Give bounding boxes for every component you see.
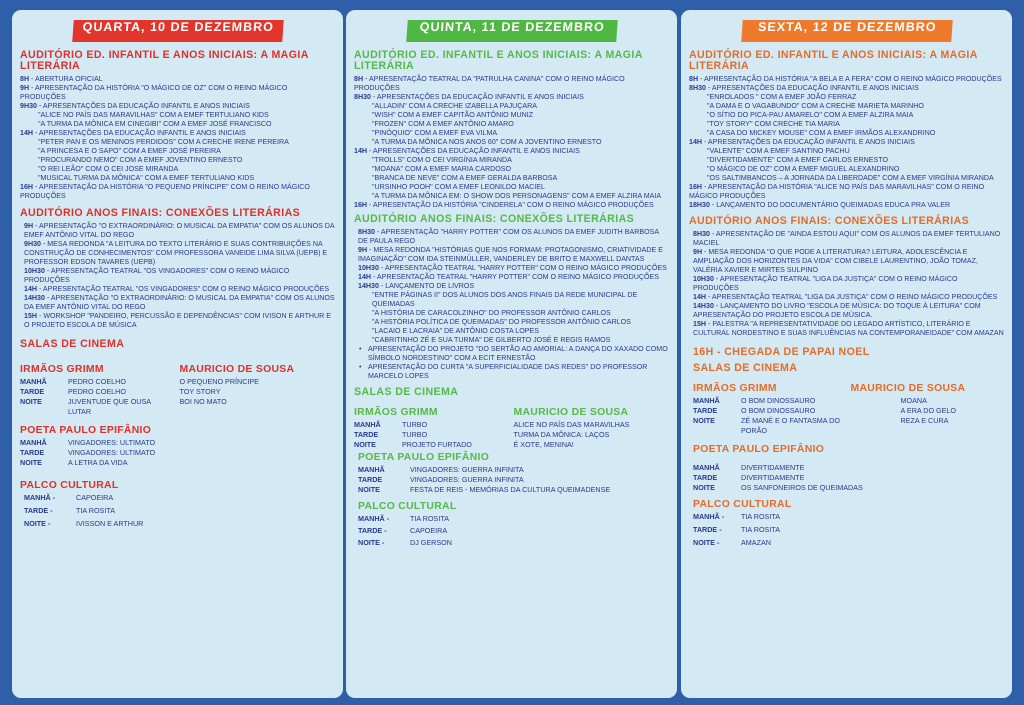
session-title: ZÉ MANÉ E O FANTASMA DO PORÃO bbox=[741, 416, 840, 435]
schedule-item bbox=[354, 246, 669, 264]
schedule-subitem: "A CASA DO MICKEY MOUSE" COM A EMEF IRMÃOS ALEXANDRINO bbox=[707, 129, 936, 137]
section-title: SALAS DE CINEMA bbox=[693, 362, 798, 374]
schedule-desc: - APRESENTAÇÃO DA HISTÓRIA "ALICE NO PAÍS DAS MARAVILHAS" COM O REINO MÁGICO PRODUÇÕES bbox=[689, 183, 985, 200]
schedule-time: 16H bbox=[20, 183, 34, 191]
schedule-item bbox=[354, 93, 669, 102]
cinema-room-title: MAURICIO DE SOUSA bbox=[850, 383, 966, 394]
session-title: TOY STORY bbox=[179, 387, 221, 396]
period-label: NOITE - bbox=[24, 519, 51, 528]
period-label: MANHÃ bbox=[693, 396, 720, 405]
schedule-desc: - APRESENTAÇÕES DA EDUCAÇÃO INFANTIL E ANOS INICIAIS bbox=[36, 102, 250, 110]
cinema-room-title: IRMÃOS GRIMM bbox=[20, 364, 104, 375]
stage-title: PALCO CULTURAL bbox=[358, 501, 457, 512]
schedule-subitem: "PINÓQUIO" COM A EMEF EVA VILMA bbox=[372, 129, 498, 137]
schedule-item bbox=[20, 240, 335, 267]
schedule-time: 8H bbox=[689, 75, 699, 83]
schedule-desc: - APRESENTAÇÃO DA HISTÓRIA "CINDERELA" COM O REINO MÁGICO PRODUÇÕES bbox=[367, 201, 654, 209]
schedule-desc: - APRESENTAÇÕES DA EDUCAÇÃO INFANTIL E ANOS INICIAIS bbox=[705, 84, 919, 92]
schedule-item bbox=[689, 75, 1004, 84]
period-label: TARDE - bbox=[693, 525, 722, 534]
schedule-desc: - MESA REDONDA "A LEITURA DO TEXTO LITERÁRIO E SUAS CONTRIBUIÇÕES NA CONSTRUÇÃO DE CONHECIMENTOS" COM PROFESSORA VANEIDE LIMA SILVA (UEPB) E PROFESSOR EDSON TAVARES (UEPB) bbox=[24, 240, 328, 266]
schedule-time: 14H bbox=[358, 273, 372, 281]
period-label: TARDE - bbox=[24, 506, 53, 515]
session-title: VINGADORES: ULTIMATO bbox=[68, 448, 156, 457]
schedule-time: 8H30 bbox=[358, 228, 375, 236]
session-title: REZA E CURA bbox=[900, 416, 949, 425]
schedule-subitem: "ENROLADOS " COM A EMEF JOÃO FERRAZ bbox=[707, 93, 857, 101]
session-title: ALICE NO PAÍS DAS MARAVILHAS bbox=[513, 420, 630, 429]
period-label: NOITE - bbox=[693, 538, 720, 547]
cinema-room-title: IRMÃOS GRIMM bbox=[693, 383, 777, 394]
session-title: A ERA DO GELO bbox=[900, 406, 957, 415]
schedule-subitem: "ENTRE PÁGINAS II" DOS ALUNOS DOS ANOS FINAIS DA REDE MUNICIPAL DE QUEIMADAS bbox=[372, 291, 638, 308]
schedule-desc: - APRESENTAÇÃO TEATRAL DA "PATRULHA CANINA" COM O REINO MÁGICO PRODUÇÕES bbox=[354, 75, 625, 92]
schedule-item bbox=[689, 230, 1004, 248]
session-title: TIA ROSITA bbox=[410, 514, 450, 523]
schedule-desc: - APRESENTAÇÃO DA HISTÓRIA "A BELA E A FERA" COM O REINO MÁGICO PRODUÇÕES bbox=[698, 75, 1002, 83]
session-title: VINGADORES: ULTIMATO bbox=[68, 438, 156, 447]
schedule-item bbox=[20, 267, 335, 285]
schedule-desc: - APRESENTAÇÃO DE "AINDA ESTOU AQUI" COM OS ALUNOS DA EMEF TERTULIANO MACIEL bbox=[693, 230, 1001, 247]
period-label: MANHÃ bbox=[354, 420, 381, 429]
schedule-subitem: "MUSICAL TURMA DA MÔNICA" COM A EMEF TERTULIANO KIDS bbox=[38, 174, 255, 182]
schedule-time: 8H30 bbox=[689, 84, 706, 92]
schedule-subitem: "PROCURANDO NEMO" COM A EMEF JOVENTINO ERNESTO bbox=[38, 156, 243, 164]
schedule-subitem: "VALENTE" COM A EMEF SANTINO PACHU bbox=[707, 147, 850, 155]
schedule-subitem: • APRESENTAÇÃO DO CURTA "A SUPERFICIALIDADE DAS REDES" DO PROFESSOR MARCELO LOPES bbox=[354, 363, 669, 381]
session-title: DIVERTIDAMENTE bbox=[741, 473, 805, 482]
schedule-item bbox=[20, 183, 335, 201]
schedule-time: 14H bbox=[354, 147, 368, 155]
cinema-room-title: POETA PAULO EPIFÂNIO bbox=[20, 425, 152, 436]
schedule-time: 10H30 bbox=[693, 275, 714, 283]
schedule-time: 14H30 bbox=[693, 302, 714, 310]
period-label: MANHÃ bbox=[20, 377, 47, 386]
schedule-time: 15H bbox=[693, 320, 707, 328]
period-label: NOITE bbox=[354, 440, 376, 449]
schedule-subitem: "O SÍTIO DO PICA-PAU AMARELO" COM A EMEF ALZIRA MAIA bbox=[707, 111, 914, 119]
schedule-subitem: "O REI LEÃO" COM O CEI JOSE MIRANDA bbox=[38, 165, 179, 173]
schedule-time: 18H30 bbox=[689, 201, 710, 209]
schedule-subitem: "A DAMA E O VAGABUNDO" COM A CRECHE MARIETA MARINHO bbox=[707, 102, 924, 110]
session-title: MOANA bbox=[900, 396, 927, 405]
schedule-time: 14H bbox=[24, 285, 38, 293]
session-title: VINGADORES: GUERRA INFINITA bbox=[410, 475, 524, 484]
period-label: MANHÃ - bbox=[358, 514, 390, 523]
cinema-room-title: IRMÃOS GRIMM bbox=[354, 407, 438, 418]
section-title: AUDITÓRIO ANOS FINAIS: CONEXÕES LITERÁRIAS bbox=[354, 213, 635, 225]
session-title: A LETRA DA VIDA bbox=[68, 458, 128, 467]
schedule-time: 14H bbox=[693, 293, 707, 301]
schedule-time: 15H bbox=[24, 312, 38, 320]
schedule-item bbox=[354, 228, 669, 246]
cinema-room-title: POETA PAULO EPIFÂNIO bbox=[693, 444, 825, 455]
schedule-desc: - APRESENTAÇÕES DA EDUCAÇÃO INFANTIL E ANOS INICIAIS bbox=[370, 93, 584, 101]
schedule-item bbox=[689, 138, 1004, 147]
section-title: AUDITÓRIO ED. INFANTIL E ANOS INICIAIS: A MAGIA LITERÁRIA bbox=[354, 49, 643, 72]
schedule-desc: - APRESENTAÇÃO TEATRAL "HARRY POTTER" COM O REINO MÁGICO PRODUÇÕES bbox=[378, 264, 667, 272]
schedule-time: 14H30 bbox=[358, 282, 379, 290]
session-title: JUVENTUDE QUE OUSA LUTAR bbox=[68, 397, 151, 416]
session-title: TIA ROSITA bbox=[76, 506, 116, 515]
schedule-item bbox=[20, 285, 335, 294]
schedule-time: 9H30 bbox=[24, 240, 41, 248]
period-label: MANHÃ bbox=[20, 438, 47, 447]
schedule-item bbox=[354, 201, 669, 210]
period-label: TARDE - bbox=[358, 526, 387, 535]
schedule-item bbox=[689, 293, 1004, 302]
schedule-subitem: "A TURMA DA MÔNICA NOS ANOS 60" COM A JOVENTINO ERNESTO bbox=[372, 138, 602, 146]
schedule-time: 14H bbox=[689, 138, 703, 146]
schedule-subitem: "A HISTÓRIA DE CARACOLZINHO" DO PROFESSOR ANTÔNIO CARLOS bbox=[372, 309, 611, 317]
period-label: MANHÃ bbox=[358, 465, 385, 474]
period-label: TARDE bbox=[354, 430, 379, 439]
day-header: QUINTA, 11 DE DEZEMBRO bbox=[406, 20, 618, 42]
day-header: SEXTA, 12 DE DEZEMBRO bbox=[741, 20, 953, 42]
schedule-item bbox=[354, 273, 669, 282]
schedule-time: 14H bbox=[20, 129, 34, 137]
session-title: BOI NO MATO bbox=[179, 397, 227, 406]
schedule-desc: - WORKSHOP "PANDEIRO, PERCUSSÃO E DEPENDÊNCIAS" COM IVISON E ARTHUR E O PROJETO ESCOLA DE MÚSICA bbox=[24, 312, 331, 329]
schedule-time: 8H bbox=[20, 75, 30, 83]
period-label: TARDE bbox=[693, 406, 718, 415]
schedule-desc: - APRESENTAÇÃO DA HISTÓRIA "O PEQUENO PRÍNCIPE" COM O REINO MÁGICO PRODUÇÕES bbox=[20, 183, 310, 200]
schedule-time: 9H bbox=[24, 222, 34, 230]
santa-arrival: 16H - CHEGADA DE PAPAI NOEL bbox=[693, 346, 870, 358]
session-title: AMAZAN bbox=[741, 538, 771, 547]
schedule-desc: - APRESENTAÇÃO TEATRAL "OS VINGADORES" COM O REINO MÁGICO PRODUÇÕES bbox=[24, 267, 290, 284]
schedule-desc: - ABERTURA OFICIAL bbox=[29, 75, 103, 83]
schedule-subitem: "FROZEN" COM A EMEF ANTÔNIO AMARO bbox=[372, 120, 514, 128]
schedule-time: 16H bbox=[689, 183, 703, 191]
schedule-subitem: "URSINHO POOH" COM A EMEF LEONILDO MACIEL bbox=[372, 183, 545, 191]
session-title: TURBO bbox=[402, 430, 428, 439]
session-title: TIA ROSITA bbox=[741, 512, 781, 521]
schedule-desc: - MESA REDONDA "HISTÓRIAS QUE NOS FORMAM: PROTAGONISMO, CRIATIVIDADE E IMAGINAÇÃO" COM IDA STEINMÜLLER, VANDERLEY DE BRITO E MAXWELL DANTAS bbox=[358, 246, 663, 263]
session-title: VINGADORES: GUERRA INFINITA bbox=[410, 465, 524, 474]
schedule-desc: - APRESENTAÇÃO "O EXTRAORDINÁRIO: O MUSICAL DA EMPATIA" COM OS ALUNOS DA EMEF ANTÔNIO VITAL DO REGO bbox=[24, 222, 335, 239]
schedule-subitem: "WISH" COM A EMEF CAPITÃO ANTÔNIO MUNIZ bbox=[372, 111, 534, 119]
session-title: O PEQUENO PRÍNCIPE bbox=[179, 377, 259, 386]
session-title: CAPOEIRA bbox=[410, 526, 448, 535]
schedule-subitem: "ALICE NO PAÍS DAS MARAVILHAS" COM A EMEF TERTULIANO KIDS bbox=[38, 111, 269, 119]
schedule-item bbox=[354, 147, 669, 156]
period-label: TARDE bbox=[20, 448, 45, 457]
period-label: NOITE bbox=[693, 483, 715, 492]
schedule-subitem: "A PRINCESA E O SAPO" COM A EMEF JOSÉ PEREIRA bbox=[38, 147, 221, 155]
schedule-desc: - APRESENTAÇÃO "O EXTRAORDINÁRIO: O MUSICAL DA EMPATIA" COM OS ALUNOS DA EMEF ANTÔNIO VITAL DO REGO bbox=[24, 294, 335, 311]
day-panel-thursday bbox=[346, 10, 677, 698]
period-label: MANHÃ bbox=[693, 463, 720, 472]
schedule-time: 8H30 bbox=[354, 93, 371, 101]
period-label: TARDE bbox=[358, 475, 383, 484]
schedule-time: 9H bbox=[693, 248, 703, 256]
session-title: DIVERTIDAMENTE bbox=[741, 463, 805, 472]
session-title: O BOM DINOSSAURO bbox=[741, 396, 816, 405]
session-title: TURBO bbox=[402, 420, 428, 429]
stage-title: PALCO CULTURAL bbox=[20, 480, 119, 491]
schedule-item bbox=[689, 201, 1004, 210]
session-title: PEDRO COELHO bbox=[68, 377, 126, 386]
schedule-subitem: "TOY STORY" COM CRECHE TIA MARIA bbox=[707, 120, 840, 128]
schedule-desc: - APRESENTAÇÃO DA HISTÓRIA "O MÁGICO DE OZ" COM O REINO MÁGICO PRODUÇÕES bbox=[20, 84, 288, 101]
section-title: AUDITÓRIO ANOS FINAIS: CONEXÕES LITERÁRIAS bbox=[20, 207, 301, 219]
schedule-subitem: "TROLLS" COM O CEI VIRGÍNIA MIRANDA bbox=[372, 156, 512, 164]
session-title: FESTA DE REIS - MEMÓRIAS DA CULTURA QUEIMADENSE bbox=[410, 485, 611, 494]
schedule-subitem: "A TURMA DA MÔNICA EM CINEGIBI" COM A EMEF JOSÉ FRANCISCO bbox=[38, 120, 272, 128]
session-title: DJ GERSON bbox=[410, 538, 452, 547]
schedule-item bbox=[689, 84, 1004, 93]
schedule-time: 8H30 bbox=[693, 230, 710, 238]
schedule-desc: - APRESENTAÇÕES DA EDUCAÇÃO INFANTIL E ANOS INICIAIS bbox=[367, 147, 580, 155]
cinema-room-title: POETA PAULO EPIFÂNIO bbox=[358, 452, 490, 463]
session-title: TIA ROSITA bbox=[741, 525, 781, 534]
cinema-room-title: MAURICIO DE SOUSA bbox=[513, 407, 629, 418]
schedule-desc: - LANÇAMENTO DO DOCUMENTÁRIO QUEIMADAS EDUCA PRA VALER bbox=[709, 201, 951, 209]
day-panel-wednesday bbox=[12, 10, 343, 698]
schedule-item bbox=[20, 84, 335, 102]
schedule-subitem: "A TURMA DA MÔNICA EM: O SHOW DOS PERSONAGENS" COM A EMEF ALZIRA MAIA bbox=[372, 192, 662, 200]
schedule-desc: - APRESENTAÇÃO TEATRAL "LIGA DA JUSTIÇA" COM O REINO MÁGICO PRODUÇÕES bbox=[693, 275, 958, 292]
schedule-item bbox=[354, 282, 669, 291]
period-label: NOITE bbox=[20, 397, 42, 406]
period-label: NOITE bbox=[693, 416, 715, 425]
schedule-time: 10H30 bbox=[358, 264, 379, 272]
section-title: AUDITÓRIO ED. INFANTIL E ANOS INICIAIS: A MAGIA LITERÁRIA bbox=[689, 49, 978, 72]
section-title: SALAS DE CINEMA bbox=[354, 386, 459, 398]
schedule-desc: - APRESENTAÇÃO TEATRAL "OS VINGADORES" COM O REINO MÁGICO PRODUÇÕES bbox=[37, 285, 330, 293]
section-title: AUDITÓRIO ANOS FINAIS: CONEXÕES LITERÁRIAS bbox=[689, 215, 970, 227]
schedule-subitem: "ALLADIN" COM A CRECHE IZABELLA PAJUÇARA bbox=[372, 102, 537, 110]
schedule-item bbox=[20, 312, 335, 330]
schedule-subitem: "A HISTÓRIA POLÍTICA DE QUEIMADAS" DO PROFESSOR ANTÔNIO CARLOS bbox=[372, 318, 631, 326]
schedule-item bbox=[354, 75, 669, 93]
section-title: AUDITÓRIO ED. INFANTIL E ANOS INICIAIS: A MAGIA LITERÁRIA bbox=[20, 49, 309, 72]
schedule-item bbox=[689, 183, 1004, 201]
schedule-subitem: "CABRITINHO ZÉ E SUA TURMA" DE GILBERTO JOSÉ E REGIS RAMOS bbox=[372, 336, 611, 344]
schedule-item bbox=[20, 294, 335, 312]
schedule-subitem: • APRESENTAÇÃO DO PROJETO "DO SERTÃO AO AMORIAL: A DANÇA DO XAXADO COMO SÍMBOLO NORDESTINO" COM A ECIT ERNESTÃO bbox=[354, 345, 669, 363]
schedule-subitem: "LACAIO E LACRAIA" DE ANTÔNIO COSTA LOPES bbox=[372, 327, 539, 335]
schedule-item bbox=[20, 129, 335, 138]
schedule-time: 8H bbox=[354, 75, 364, 83]
session-title: PEDRO COELHO bbox=[68, 387, 126, 396]
schedule-time: 9H bbox=[358, 246, 368, 254]
session-title: É XOTE, MENINA! bbox=[513, 440, 574, 449]
session-title: PROJETO FURTADO bbox=[402, 440, 472, 449]
schedule-subitem: "PETER PAN E OS MENINOS PERDIDOS" COM A CRECHE IRENE PEREIRA bbox=[38, 138, 289, 146]
schedule-item bbox=[20, 102, 335, 111]
schedule-desc: - MESA REDONDA "O QUE PODE A LITERATURA? LEITURA, ADOLESCÊNCIA E AMPLIAÇÃO DOS HORIZONTES DA VIDA" COM CIBELE LAURENTINO, JOÃO TOMAZ, VALÉRIA XAVIER E MIRTES SULPINO bbox=[693, 248, 978, 274]
schedule-time: 9H bbox=[20, 84, 30, 92]
period-label: NOITE bbox=[358, 485, 380, 494]
schedule-item bbox=[689, 275, 1004, 293]
schedule-desc: - APRESENTAÇÕES DA EDUCAÇÃO INFANTIL E ANOS INICIAIS bbox=[702, 138, 915, 146]
period-label: TARDE bbox=[20, 387, 45, 396]
session-title: TURMA DA MÔNICA: LAÇOS bbox=[513, 430, 610, 439]
schedule-desc: - LANÇAMENTO DE LIVROS bbox=[378, 282, 475, 290]
stage-title: PALCO CULTURAL bbox=[693, 499, 792, 510]
schedule-desc: - APRESENTAÇÃO "HARRY POTTER" COM OS ALUNOS DA EMEF JUDITH BARBOSA DE PAULA REGO bbox=[358, 228, 659, 245]
session-title: IVISSON E ARTHUR bbox=[76, 519, 144, 528]
schedule-time: 16H bbox=[354, 201, 368, 209]
session-title: O BOM DINOSSAURO bbox=[741, 406, 816, 415]
schedule-item bbox=[689, 302, 1004, 320]
day-panel-friday bbox=[681, 10, 1012, 698]
period-label: NOITE - bbox=[358, 538, 385, 547]
schedule-time: 10H30 bbox=[24, 267, 45, 275]
schedule-item bbox=[689, 248, 1004, 275]
schedule-item bbox=[20, 75, 335, 84]
schedule-subitem: "BRANCA DE NEVE" COM A EMEF GERALDA BARBOSA bbox=[372, 174, 558, 182]
schedule-subitem: "OS SALTIMBANCOS – A JORNADA DA LIBERDADE" COM A EMEF VIRGÍNIA MIRANDA bbox=[707, 174, 994, 182]
period-label: TARDE bbox=[693, 473, 718, 482]
section-title: SALAS DE CINEMA bbox=[20, 338, 125, 350]
schedule-desc: - PALESTRA "A REPRESENTATIVIDADE DO LEGADO ARTÍSTICO, LITERÁRIO E CULTURAL NORDESTINO E SUAS INFLUÊNCIAS NA CONTEMPORANEIDADE" COM AMAZAN bbox=[693, 320, 1004, 337]
schedule-time: 14H30 bbox=[24, 294, 45, 302]
schedule-item bbox=[20, 222, 335, 240]
schedule-desc: - APRESENTAÇÕES DA EDUCAÇÃO INFANTIL E ANOS INICIAIS bbox=[33, 129, 246, 137]
schedule-desc: - APRESENTAÇÃO TEATRAL "HARRY POTTER" COM O REINO MÁGICO PRODUÇÕES bbox=[371, 273, 659, 281]
schedule-desc: - APRESENTAÇÃO TEATRAL "LIGA DA JUSTIÇA" COM O REINO MÁGICO PRODUÇÕES bbox=[706, 293, 998, 301]
schedule-subitem: "DIVERTIDAMENTE" COM A EMEF CARLOS ERNESTO bbox=[707, 156, 888, 164]
session-title: OS SANFONEIROS DE QUEIMADAS bbox=[741, 483, 863, 492]
schedule-subitem: "MOANA" COM A EMEF MARIA CARDOSO bbox=[372, 165, 512, 173]
schedule-item bbox=[689, 320, 1004, 338]
cinema-room-title: MAURICIO DE SOUSA bbox=[179, 364, 295, 375]
period-label: MANHÃ - bbox=[693, 512, 725, 521]
schedule-time: 9H30 bbox=[20, 102, 37, 110]
schedule-subitem: "O MÁGICO DE OZ" COM A EMEF MIGUEL ALEXANDRINO bbox=[707, 165, 900, 173]
session-title: CAPOEIRA bbox=[76, 493, 114, 502]
period-label: NOITE bbox=[20, 458, 42, 467]
schedule-desc: - LANÇAMENTO DO LIVRO "ESCOLA DE MÚSICA: DO TOQUE À LEITURA" COM APRESENTAÇÃO DO PROJETO ESCOLA DE MÚSICA. bbox=[693, 302, 981, 319]
schedule-item bbox=[354, 264, 669, 273]
day-header: QUARTA, 10 DE DEZEMBRO bbox=[72, 20, 284, 42]
period-label: MANHÃ - bbox=[24, 493, 56, 502]
